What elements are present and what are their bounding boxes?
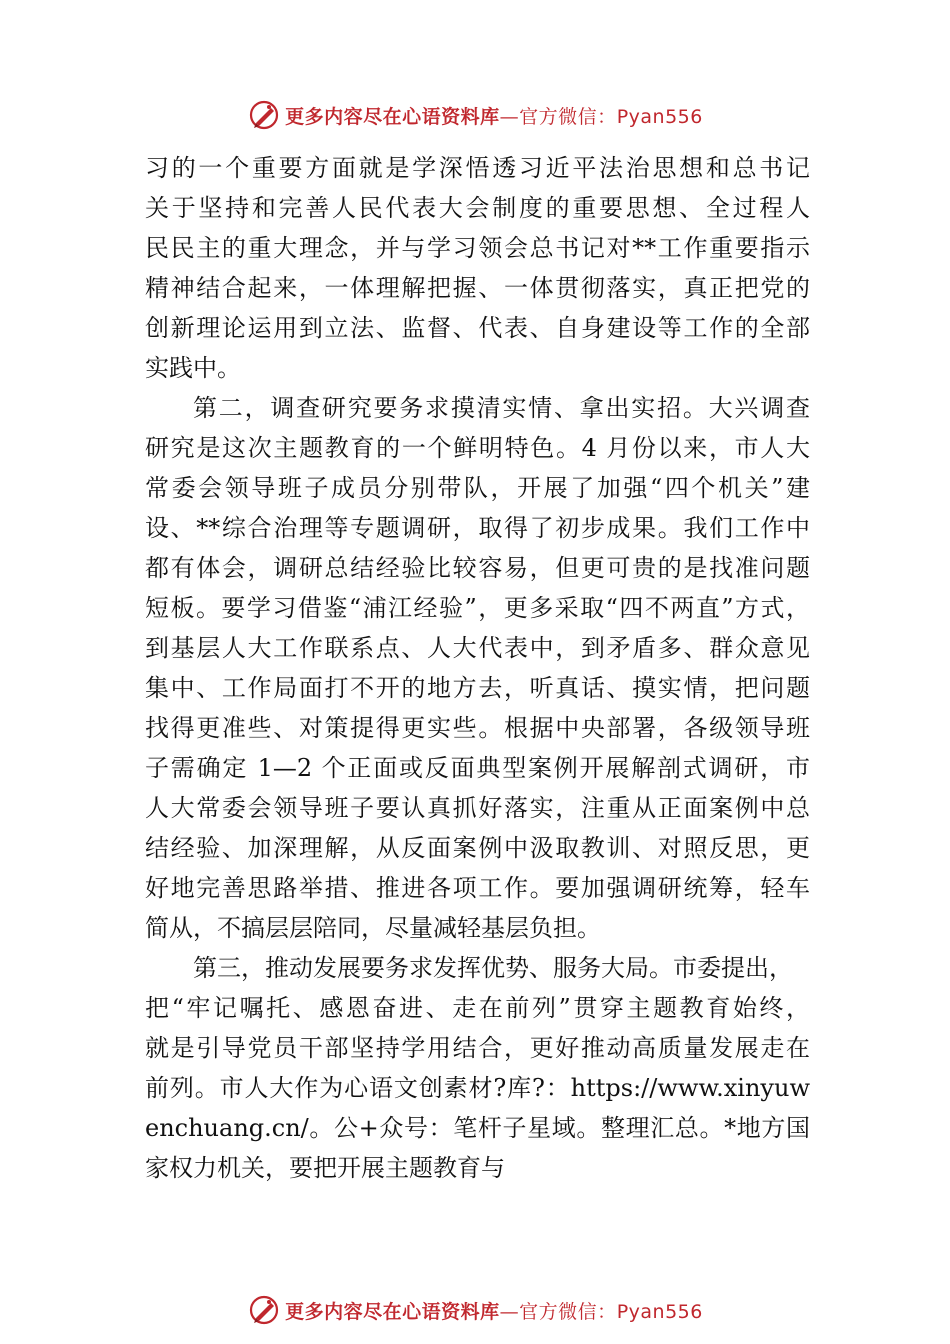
body-line: 精神结合起来，一体理解把握、一体贯彻落实，真正把党的 [145,274,810,302]
body-line: 实践中。 [145,354,241,382]
footer-site: 更多内容尽在心语资料库 [285,1300,500,1323]
body-line: 民民主的重大理念，并与学习领会总书记对**工作重要指示 [145,234,810,262]
footer-dash: — [499,1300,520,1323]
body-line: enchuang.cn/。公+众号：笔杆子星域。整理汇总。*地方国 [145,1114,810,1142]
body-line: 第二，调查研究要务求摸清实情、拿出实招。大兴调查 [193,394,810,422]
body-line: 常委会领导班子成员分别带队，开展了加强“四个机关”建 [145,474,810,502]
body-line: 子需确定 1—2 个正面或反面典型案例开展解剖式调研，市 [145,754,810,782]
footer-contact-label: 官方微信： [519,1300,617,1323]
footer-watermark [0,1290,950,1330]
body-line: 把“牢记嘱托、感恩奋进、走在前列”贯穿主题教育始终， [145,994,810,1022]
body-line: 就是引导党员干部坚持学用结合，更好推动高质量发展走在 [145,1034,810,1062]
body-line: 第三，推动发展要务求发挥优势、服务大局。市委提出， [193,954,793,982]
header-site: 更多内容尽在心语资料库 [285,105,500,128]
body-line: 集中、工作局面打不开的地方去，听真话、摸实情，把问题 [145,674,810,702]
document-body [145,148,810,1188]
body-line: 都有体会，调研总结经验比较容易，但更可贵的是找准问题 [145,554,810,582]
pen-logo-icon [247,1293,281,1327]
body-line: 简从，不搞层层陪同，尽量减轻基层负担。 [145,914,601,942]
body-line: 人大常委会领导班子要认真抓好落实，注重从正面案例中总 [145,794,810,822]
body-line: 设、**综合治理等专题调研，取得了初步成果。我们工作中 [145,514,810,542]
body-line: 家权力机关，要把开展主题教育与 [145,1154,505,1182]
footer-wechat-id: Pyan556 [616,1300,703,1323]
header-text [285,102,703,129]
header-wechat-id: Pyan556 [616,105,703,128]
body-line: 习的一个重要方面就是学深悟透习近平法治思想和总书记 [145,154,810,182]
header-watermark [0,95,950,135]
header-dash: — [499,105,520,128]
body-line: 到基层人大工作联系点、人大代表中，到矛盾多、群众意见 [145,634,810,662]
body-line: 前列。市人大作为心语文创素材?库?：https://www.xinyuw [145,1074,810,1102]
body-line: 研究是这次主题教育的一个鲜明特色。4 月份以来，市人大 [145,434,810,462]
pen-logo-icon [247,98,281,132]
body-line: 结经验、加深理解，从反面案例中汲取教训、对照反思，更 [145,834,810,862]
header-contact-label: 官方微信： [519,105,617,128]
body-line: 关于坚持和完善人民代表大会制度的重要思想、全过程人 [145,194,810,222]
body-line: 好地完善思路举措、推进各项工作。要加强调研统筹，轻车 [145,874,810,902]
body-line: 短板。要学习借鉴“浦江经验”，更多采取“四不两直”方式， [145,594,810,622]
body-line: 创新理论运用到立法、监督、代表、自身建设等工作的全部 [145,314,810,342]
body-line: 找得更准些、对策提得更实些。根据中央部署，各级领导班 [145,714,810,742]
footer-text [285,1297,703,1324]
